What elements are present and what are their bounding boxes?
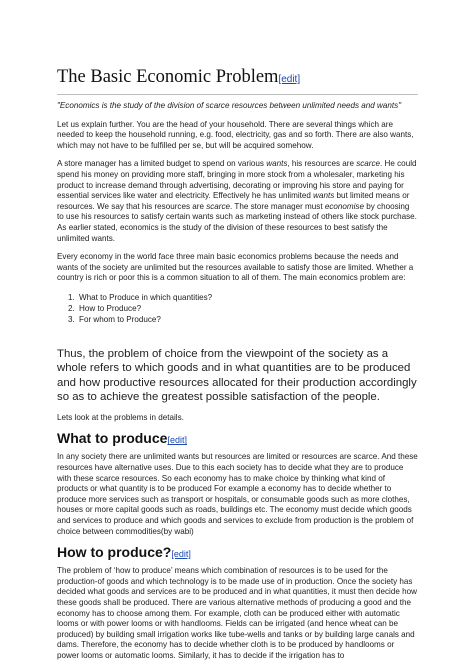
section-heading-what: What to produce[edit] (57, 430, 187, 447)
list-item: 1. What to Produce in which quantities? (77, 292, 418, 303)
list-item: 2. How to Produce? (77, 303, 418, 314)
choice-paragraph: Thus, the problem of choice from the viewpoint of the society as a whole refers to which goods and in what quantities are to be produced and how productive resources allocated for their production accordingly so as to achieve the greatest possible satisfaction of the people. (57, 347, 417, 404)
problems-list (57, 292, 418, 326)
store-manager-paragraph: A store manager has a limited budget to spend on various wants, his resources are scarce. He could spend his money on providing more staff, bringing in more stock from a wholesaler, marketing his product to increase demand through advertising, decorating or improving his store and paying for essential services like water and electricity. Effectively he has unlimited wants but limited means or resources. We say that his resources are scarce. The store manager must economise by choosing to use his resources to satisfy certain wants such as marketing instead of others like stock purchase. As earlier stated, economics is the study of the division of these resources to best satisfy the unlimited wants. (57, 159, 417, 243)
economies-paragraph: Every economy in the world face three main basic economics problems because the needs and wants of the society are unlimited but the resources available to satisfy those are limited. Whether a country is rich or poor this is a common situation to all of them. The main economics problem are: (57, 252, 414, 283)
section-edit-link-how[interactable]: [edit] (171, 549, 191, 560)
page-title (57, 66, 418, 95)
intro-paragraph: Let us explain further. You are the head of your household. There are several things which are needed to keep the household running, e.g. food, electricity, gas and so forth. There are also wants, which may not have to be fulfilled per se, but will be acquired somehow. (57, 119, 414, 150)
section-edit-link-what[interactable]: [edit] (167, 435, 187, 446)
section-heading-how: How to produce?[edit] (57, 544, 191, 561)
definition-quote: "Economics is the study of the division of scarce resources between unlimited needs and wants" (57, 101, 402, 110)
what-to-produce-paragraph: In any society there are unlimited wants but resources are limited or resources are scarce. And these resources have alternative uses. Due to this each society has to decide what they are to produce with these scarce resources. So each economy has to make choice by thinking what kind of products or what quantity is to be produced For example a economy has to decide whether to produce more services such as transport or hospitals, or consumable goods such as more clothes, houses or more capital goods such as roads, buildings etc. The economy must decide which goods and services to produce and which goods and services to exclude from production is the problem of choice between commodities(by wabi) (57, 452, 418, 536)
list-item: 3. For whom to Produce? (77, 314, 418, 325)
title-edit-link[interactable]: [edit] (278, 74, 301, 85)
how-to-produce-paragraph: The problem of ‘how to produce’ means which combination of resources is to be used for the production-of goods and which technology is to be made use of in production. Once the society has decided what goods and services are to be produced and in what quantities, it must then decide how these goods shall be produced. There are various alternative methods of producing a good and the economy has to choose among them. For example, cloth can be produced either with automatic looms or with power looms or with handlooms. Fields can be irrigated (and hence wheat can be produced) by building small irrigation works like tube-wells and tanks or by building large canals and dams. Therefore, the economy has to decide whether cloth is to be produced by handlooms or power looms or automatic looms. Similarly, it has to decide if the irrigation has to (57, 566, 417, 660)
page-title-text: The Basic Economic Problem (57, 67, 279, 87)
lets-look-line: Lets look at the problems in details. (57, 412, 184, 422)
